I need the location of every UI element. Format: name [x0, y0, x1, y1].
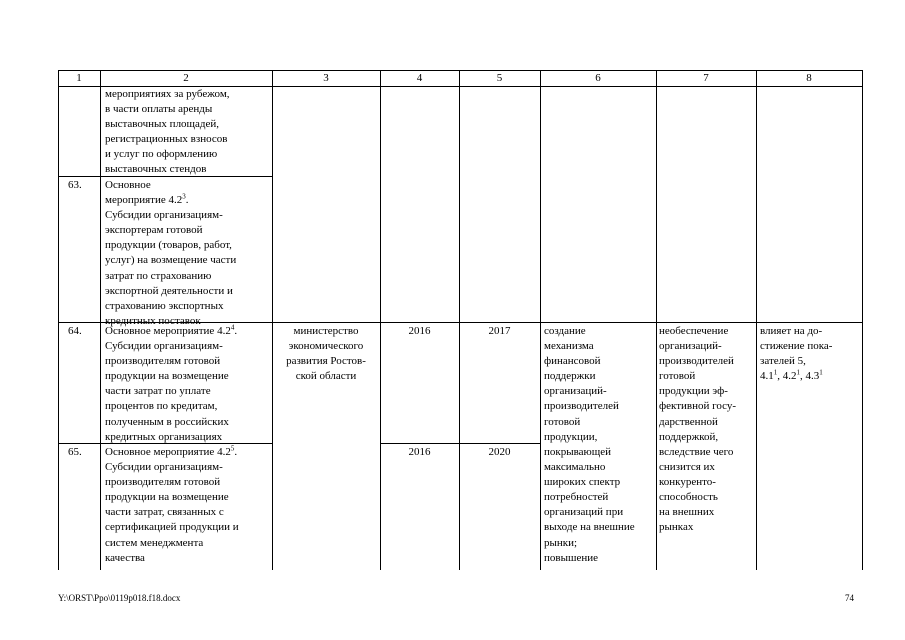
header-col-7: 7 — [703, 72, 709, 84]
row-64-executor: министерство экономического развития Ростов- ской области — [286, 325, 366, 383]
footnote-mark: 5 — [230, 444, 235, 453]
footer-file-path: Y:\ORST\Ppo\0119p018.f18.docx — [58, 593, 181, 603]
continuation-activity-text: мероприятиях за рубежом, в части оплаты аренды выставочных площадей, регистрационных взносов и услуг по оформлению выставочных стендов — [105, 88, 230, 176]
row-64-start-year: 2016 — [408, 325, 431, 337]
col-border-1 — [100, 70, 101, 570]
row-65-start-year: 2016 — [408, 446, 431, 458]
header-col-6: 6 — [595, 72, 601, 84]
col-border-7 — [756, 70, 757, 570]
col-border-6 — [656, 70, 657, 570]
header-col-1: 1 — [76, 72, 82, 84]
row-64-indicator-link: влияет на до- стижение пока- зателей 5, $4.1^1$, $4.2^1$, $4.3^1$ — [760, 325, 833, 383]
row-65-consequences: вследствие чего снизится их конкуренто- способность на внешних рынках — [659, 446, 734, 534]
header-col-4: 4 — [416, 72, 423, 84]
row-64-activity: Основное мероприятие $4.2^4$. Субсидии организациям- производителям готовой продукции на возмещение части затрат по уплате процентов по кредитам, полученным в российских кредитных организациях — [105, 323, 238, 443]
row-64-end-year: 2017 — [488, 325, 511, 337]
row-65-end-year: 2020 — [488, 446, 511, 458]
row-64-consequences: необеспечение организаций- производителей готовой продукции эф- фективной госу- дарственной поддержкой, — [659, 325, 737, 443]
col-border-0 — [58, 70, 59, 570]
col-border-3 — [380, 70, 381, 570]
col-border-2 — [272, 70, 273, 570]
col-border-8 — [862, 70, 863, 570]
row-65-top-border-mid — [380, 443, 540, 444]
footer-page-number: 74 — [845, 593, 854, 603]
row-63-number: 63. — [68, 179, 82, 191]
row-65-activity: Основное мероприятие $4.2^5$. Субсидии организациям- производителям готовой продукции на возмещение части затрат, связанных с сертификацией продукции и систем менеджмента качества — [105, 444, 239, 564]
footnote-mark: 3 — [182, 192, 186, 201]
header-col-5: 5 — [496, 72, 503, 84]
row-64-number: 64. — [68, 325, 82, 337]
header-col-8: 8 — [806, 72, 812, 84]
header-col-3: 3 — [323, 72, 329, 84]
col-border-4 — [459, 70, 460, 570]
row-65-number: 65. — [68, 446, 82, 458]
row-63-activity: Основное мероприятие $4.2^3$. Субсидии организациям- экспортерам готовой продукции (товаров, работ, услуг) на возмещение части затрат по страхованию экспортной деятельности и страхованию экспортных кредитных поставок — [105, 179, 237, 327]
col-border-5 — [540, 70, 541, 570]
footnote-mark: 4 — [230, 323, 235, 332]
row-65-result: покрывающей максимально широких спектр потребностей организаций при выходе на внешние рынки; повышение — [544, 446, 635, 564]
header-col-2: 2 — [183, 72, 189, 84]
row-64-result: создание механизма финансовой поддержки организаций- производителей готовой продукции, — [544, 325, 619, 443]
